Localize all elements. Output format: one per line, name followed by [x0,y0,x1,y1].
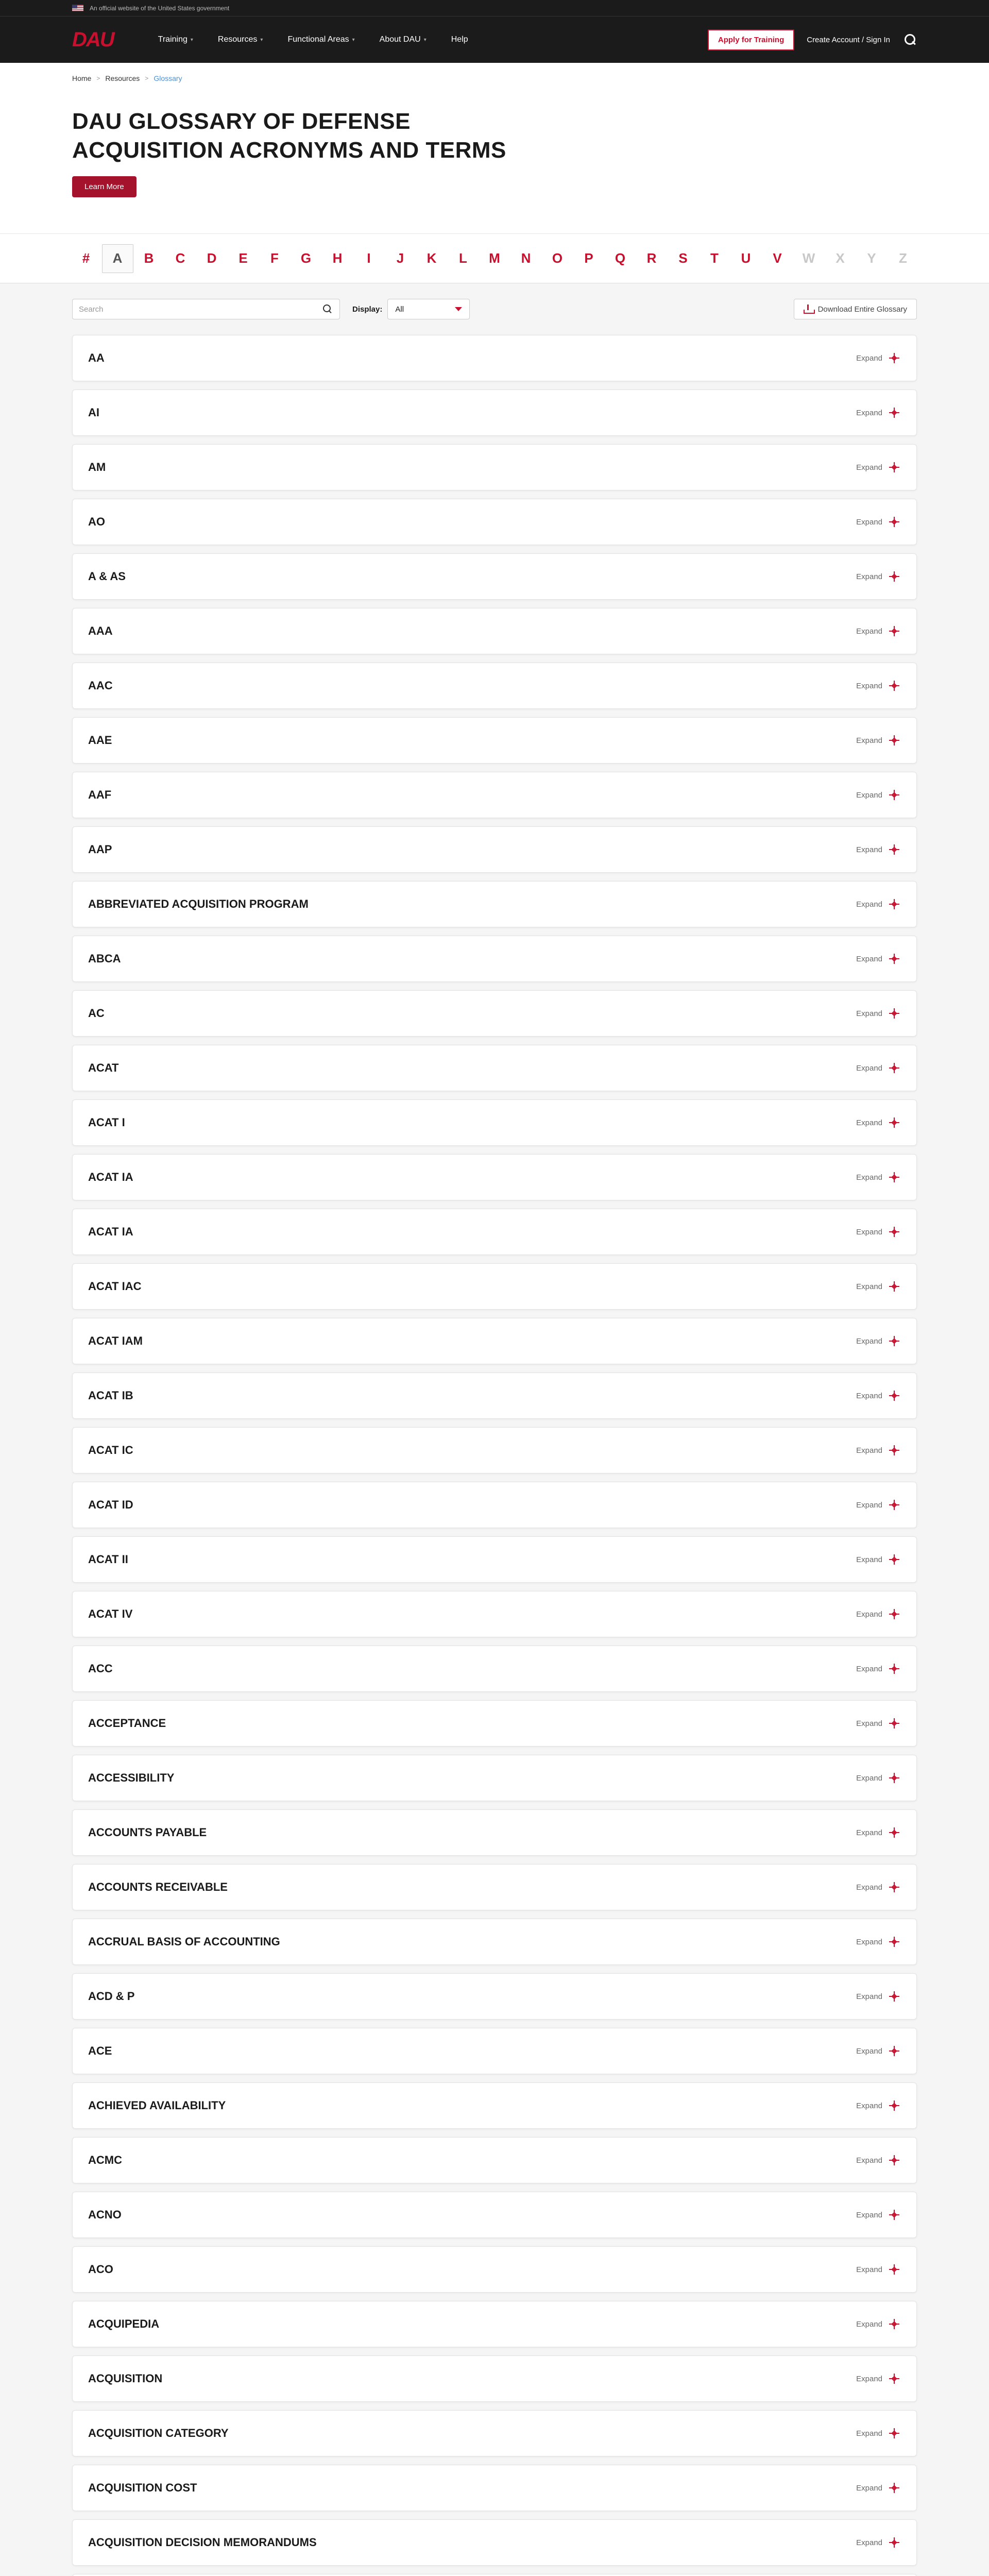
expand-label: Expand [856,1500,882,1510]
expand-icon [888,843,901,856]
chevron-down-icon: ▾ [352,37,355,43]
expand-toggle[interactable] [856,1389,901,1402]
expand-label: Expand [856,1391,882,1400]
glossary-term-name: ACC [88,1662,113,1675]
expand-toggle[interactable] [856,461,901,474]
alpha-letter-d[interactable]: D [207,250,217,266]
expand-label: Expand [856,736,882,745]
us-flag-icon [72,5,83,11]
expand-label: Expand [856,572,882,581]
glossary-term-name: ACQUISITION CATEGORY [88,2427,229,2439]
expand-toggle[interactable] [856,2208,901,2222]
expand-icon [888,1880,901,1894]
glossary-term-row[interactable] [72,1864,917,1910]
expand-icon [888,2481,901,2495]
alpha-letter-k[interactable]: K [427,250,437,266]
glossary-term-name: ACAT II [88,1553,128,1566]
expand-label: Expand [856,1446,882,1455]
glossary-term-row[interactable] [72,1591,917,1637]
expand-label: Expand [856,1173,882,1182]
expand-label: Expand [856,790,882,800]
search-icon[interactable] [322,303,333,315]
glossary-term-row[interactable] [72,2519,917,2566]
expand-toggle[interactable] [856,1717,901,1730]
expand-label: Expand [856,1937,882,1946]
expand-icon [888,2099,901,2112]
alpha-letter-g[interactable]: G [300,250,312,266]
glossary-term-row[interactable] [72,2410,917,2456]
expand-toggle[interactable] [856,788,901,802]
glossary-term-row[interactable] [72,389,917,436]
glossary-term-row[interactable] [72,2028,917,2074]
nav-item-label: About DAU [379,35,421,44]
learn-more-button[interactable]: Learn More [72,176,137,197]
expand-toggle[interactable] [856,1498,901,1512]
expand-toggle[interactable] [856,1116,901,1129]
expand-toggle[interactable] [856,1225,901,1239]
alpha-letter-l[interactable]: L [459,250,467,266]
page-title: DAU GLOSSARY OF DEFENSE ACQUISITION ACRONYMS AND TERMS [72,109,506,163]
expand-toggle[interactable] [856,2372,901,2385]
chevron-down-icon: ▾ [260,37,263,43]
expand-label: Expand [856,900,882,909]
glossary-term-name: ACAT I [88,1116,125,1129]
expand-toggle[interactable] [856,1007,901,1020]
expand-toggle[interactable] [856,2427,901,2440]
alpha-letter-c[interactable]: C [175,250,185,266]
glossary-term-name: AA [88,351,105,364]
glossary-term-name: AAE [88,734,112,747]
glossary-term-name: ACD & P [88,1990,135,2003]
dau-logo[interactable]: DAU [72,28,114,51]
expand-icon [888,2427,901,2440]
expand-icon [888,515,901,529]
glossary-term-name: ACQUISITION DECISION MEMORANDUMS [88,2536,317,2549]
glossary-term-row[interactable] [72,2301,917,2347]
glossary-term-name: AAF [88,788,112,801]
chevron-down-icon: ▾ [423,37,427,43]
breadcrumb-home[interactable]: Home [72,74,92,82]
download-icon [804,304,813,314]
glossary-term-row[interactable] [72,2465,917,2511]
nav-item-about-dau[interactable] [380,35,427,44]
expand-icon [888,1334,901,1348]
expand-toggle[interactable] [856,1990,901,2003]
expand-toggle[interactable] [856,2536,901,2549]
glossary-term-row[interactable] [72,1427,917,1473]
glossary-term-name: ABCA [88,952,121,965]
expand-toggle[interactable] [856,734,901,747]
main-nav [158,35,708,44]
glossary-term-name: AAC [88,679,113,692]
expand-label: Expand [856,2429,882,2438]
glossary-term-name: ACQUISITION COST [88,2481,197,2494]
nav-item-label: Training [158,35,187,44]
glossary-term-row[interactable] [72,826,917,873]
expand-label: Expand [856,845,882,854]
display-label: Display: [352,304,383,314]
display-select-value: All [395,304,404,314]
glossary-term-row[interactable] [72,1209,917,1255]
expand-toggle[interactable] [856,2263,901,2276]
glossary-term-row[interactable] [72,1372,917,1419]
expand-label: Expand [856,1063,882,1073]
chevron-right-icon: > [145,75,149,82]
glossary-term-name: ACCOUNTS PAYABLE [88,1826,207,1839]
glossary-term-row[interactable] [72,553,917,600]
glossary-term-row[interactable] [72,2192,917,2238]
expand-toggle[interactable] [856,897,901,911]
glossary-term-name: ACAT [88,1061,119,1074]
glossary-controls [0,283,989,335]
expand-label: Expand [856,2374,882,2383]
glossary-term-name: AAA [88,624,113,637]
glossary-term-name: ACAT IA [88,1225,133,1238]
expand-icon [888,2154,901,2167]
expand-toggle[interactable] [856,952,901,965]
glossary-term-row[interactable] [72,717,917,764]
expand-label: Expand [856,2101,882,2110]
glossary-term-row[interactable] [72,2137,917,2183]
glossary-term-name: AC [88,1007,105,1020]
expand-icon [888,2044,901,2058]
nav-item-label: Resources [217,35,258,44]
expand-icon [888,1116,901,1129]
expand-toggle[interactable] [856,2481,901,2495]
glossary-term-row[interactable] [72,1809,917,1856]
expand-icon [888,1171,901,1184]
expand-label: Expand [856,954,882,963]
apply-for-training-button[interactable]: Apply for Training [708,29,794,50]
expand-icon [888,406,901,419]
expand-icon [888,1007,901,1020]
glossary-term-row[interactable] [72,881,917,927]
expand-label: Expand [856,517,882,527]
glossary-term-name: ACQUIPEDIA [88,2317,160,2330]
alpha-letter-x: X [835,250,845,266]
glossary-term-row[interactable] [72,335,917,381]
search-field [72,299,340,319]
glossary-term-list [0,335,989,2576]
expand-icon [888,1061,901,1075]
expand-icon [888,952,901,965]
expand-toggle[interactable] [856,351,901,365]
expand-label: Expand [856,2265,882,2274]
expand-icon [888,679,901,692]
glossary-term-row[interactable] [72,2355,917,2402]
alpha-letter-z: Z [899,250,907,266]
alpha-letter-v[interactable]: V [773,250,782,266]
gov-banner [0,0,989,16]
glossary-term-row[interactable] [72,608,917,654]
glossary-term-row[interactable] [72,499,917,545]
glossary-term-row[interactable] [72,1700,917,1747]
expand-toggle[interactable] [856,1553,901,1566]
glossary-term-row[interactable] [72,1536,917,1583]
expand-label: Expand [856,681,882,690]
expand-toggle[interactable] [856,1444,901,1457]
expand-toggle[interactable] [856,1607,901,1621]
expand-label: Expand [856,1664,882,1673]
expand-icon [888,1771,901,1785]
alpha-letter-o[interactable]: O [552,250,563,266]
chevron-right-icon: > [96,75,100,82]
nav-item-label: Functional Areas [287,35,349,44]
alpha-letter-h[interactable]: H [332,250,343,266]
alpha-letter-w: W [802,250,815,266]
alpha-letter-hash[interactable]: # [82,250,90,266]
expand-icon [888,1444,901,1457]
alpha-letter-q[interactable]: Q [615,250,626,266]
expand-toggle[interactable] [856,2317,901,2331]
glossary-term-name: ACE [88,2044,112,2057]
expand-toggle[interactable] [856,1880,901,1894]
expand-label: Expand [856,353,882,363]
expand-label: Expand [856,2210,882,2219]
expand-icon [888,788,901,802]
alpha-letter-s[interactable]: S [678,250,688,266]
expand-icon [888,1389,901,1402]
expand-toggle[interactable] [856,843,901,856]
expand-icon [888,2372,901,2385]
expand-toggle[interactable] [856,2154,901,2167]
alpha-letter-m[interactable]: M [489,250,500,266]
expand-label: Expand [856,1883,882,1892]
expand-label: Expand [856,1282,882,1291]
expand-icon [888,351,901,365]
chevron-down-icon: ▾ [190,37,193,43]
glossary-term-row[interactable] [72,444,917,490]
expand-toggle[interactable] [856,2099,901,2112]
glossary-term-row[interactable] [72,1919,917,1965]
alpha-letter-e[interactable]: E [238,250,248,266]
glossary-term-name: AO [88,515,105,528]
glossary-term-name: ACO [88,2263,113,2276]
expand-label: Expand [856,1118,882,1127]
glossary-term-name: AM [88,461,106,473]
expand-icon [888,1717,901,1730]
site-header [0,16,989,63]
glossary-term-row[interactable] [72,1318,917,1364]
breadcrumb [72,74,917,82]
expand-label: Expand [856,2156,882,2165]
search-icon[interactable] [902,32,917,47]
glossary-term-row[interactable] [72,936,917,982]
expand-toggle[interactable] [856,624,901,638]
expand-icon [888,1990,901,2003]
expand-label: Expand [856,463,882,472]
glossary-term-row[interactable] [72,1482,917,1528]
alpha-letter-u[interactable]: U [741,250,751,266]
expand-icon [888,1662,901,1675]
expand-icon [888,1553,901,1566]
expand-label: Expand [856,1828,882,1837]
glossary-term-name: ACAT IB [88,1389,133,1402]
alpha-letter-i[interactable]: I [367,250,371,266]
glossary-term-name: ACAT IAC [88,1280,142,1293]
expand-icon [888,624,901,638]
glossary-term-name: ACAT IC [88,1444,133,1456]
download-glossary-button[interactable] [794,299,917,319]
nav-item-training[interactable] [158,35,193,44]
expand-toggle[interactable] [856,1826,901,1839]
display-select[interactable] [387,299,470,319]
alpha-letter-n[interactable]: N [521,250,531,266]
glossary-term-row[interactable] [72,1646,917,1692]
expand-label: Expand [856,1336,882,1346]
alphabet-filter [0,234,989,283]
glossary-term-name: ACMC [88,2154,122,2166]
breadcrumb-glossary[interactable]: Glossary [154,74,182,82]
expand-toggle[interactable] [856,406,901,419]
expand-icon [888,734,901,747]
alpha-letter-a[interactable]: A [102,244,133,273]
expand-icon [888,897,901,911]
download-glossary-label: Download Entire Glossary [817,304,907,314]
expand-toggle[interactable] [856,2044,901,2058]
expand-toggle[interactable] [856,1662,901,1675]
expand-label: Expand [856,1992,882,2001]
expand-toggle[interactable] [856,679,901,692]
expand-label: Expand [856,2538,882,2547]
nav-item-resources[interactable] [218,35,263,44]
glossary-term-name: ACQUISITION [88,2372,163,2385]
glossary-term-name: AAP [88,843,112,856]
expand-icon [888,2208,901,2222]
expand-toggle[interactable] [856,1334,901,1348]
expand-icon [888,570,901,583]
glossary-term-row[interactable] [72,1755,917,1801]
expand-label: Expand [856,2319,882,2329]
expand-icon [888,1225,901,1239]
expand-label: Expand [856,2046,882,2056]
search-input[interactable] [79,305,322,314]
expand-toggle[interactable] [856,1280,901,1293]
nav-item-label: Help [451,35,468,44]
expand-toggle[interactable] [856,515,901,529]
expand-icon [888,1935,901,1948]
expand-label: Expand [856,408,882,417]
glossary-term-row[interactable] [72,1099,917,1146]
glossary-term-name: ACAT ID [88,1498,133,1511]
account-link[interactable]: Create Account / Sign In [807,35,890,44]
expand-icon [888,2317,901,2331]
alpha-letter-r[interactable]: R [646,250,657,266]
expand-label: Expand [856,626,882,636]
expand-icon [888,1826,901,1839]
expand-toggle[interactable] [856,1171,901,1184]
expand-toggle[interactable] [856,570,901,583]
expand-icon [888,1498,901,1512]
alpha-letter-b[interactable]: B [144,250,154,266]
alpha-letter-p[interactable]: P [584,250,593,266]
alpha-letter-t[interactable]: T [710,250,719,266]
alpha-letter-j[interactable]: J [396,250,404,266]
expand-icon [888,461,901,474]
glossary-term-row[interactable] [72,1154,917,1200]
alpha-letter-f[interactable]: F [270,250,279,266]
expand-icon [888,1280,901,1293]
glossary-term-name: ACHIEVED AVAILABILITY [88,2099,226,2112]
glossary-term-name: ACAT IAM [88,1334,143,1347]
hero [0,63,989,234]
glossary-term-row[interactable] [72,1045,917,1091]
glossary-term-row[interactable] [72,990,917,1037]
glossary-term-name: ABBREVIATED ACQUISITION PROGRAM [88,897,309,910]
glossary-term-row[interactable] [72,1973,917,2020]
expand-label: Expand [856,1227,882,1236]
nav-item-help[interactable] [451,35,468,44]
glossary-term-row[interactable] [72,2082,917,2129]
expand-label: Expand [856,2483,882,2493]
expand-label: Expand [856,1719,882,1728]
glossary-term-name: ACCOUNTS RECEIVABLE [88,1880,228,1893]
expand-icon [888,1607,901,1621]
expand-toggle[interactable] [856,1771,901,1785]
expand-icon [888,2536,901,2549]
nav-item-functional-areas[interactable] [287,35,354,44]
glossary-term-name: ACNO [88,2208,122,2221]
glossary-term-row[interactable] [72,1263,917,1310]
breadcrumb-resources[interactable]: Resources [105,74,140,82]
glossary-term-name: ACCEPTANCE [88,1717,166,1730]
glossary-term-row[interactable] [72,2574,917,2576]
expand-label: Expand [856,1009,882,1018]
expand-icon [888,2263,901,2276]
expand-label: Expand [856,1773,882,1783]
glossary-term-name: ACAT IV [88,1607,133,1620]
caret-down-icon [455,307,462,311]
glossary-term-row[interactable] [72,663,917,709]
gov-banner-text: An official website of the United States government [90,4,230,12]
glossary-term-name: A & AS [88,570,126,583]
expand-label: Expand [856,1555,882,1564]
glossary-term-row[interactable] [72,772,917,818]
glossary-term-name: ACCRUAL BASIS OF ACCOUNTING [88,1935,280,1948]
expand-toggle[interactable] [856,1935,901,1948]
glossary-term-name: AI [88,406,99,419]
expand-label: Expand [856,1609,882,1619]
glossary-term-row[interactable] [72,2246,917,2293]
glossary-term-name: ACCESSIBILITY [88,1771,175,1784]
glossary-term-name: ACAT IA [88,1171,133,1183]
alpha-letter-y: Y [867,250,876,266]
expand-toggle[interactable] [856,1061,901,1075]
